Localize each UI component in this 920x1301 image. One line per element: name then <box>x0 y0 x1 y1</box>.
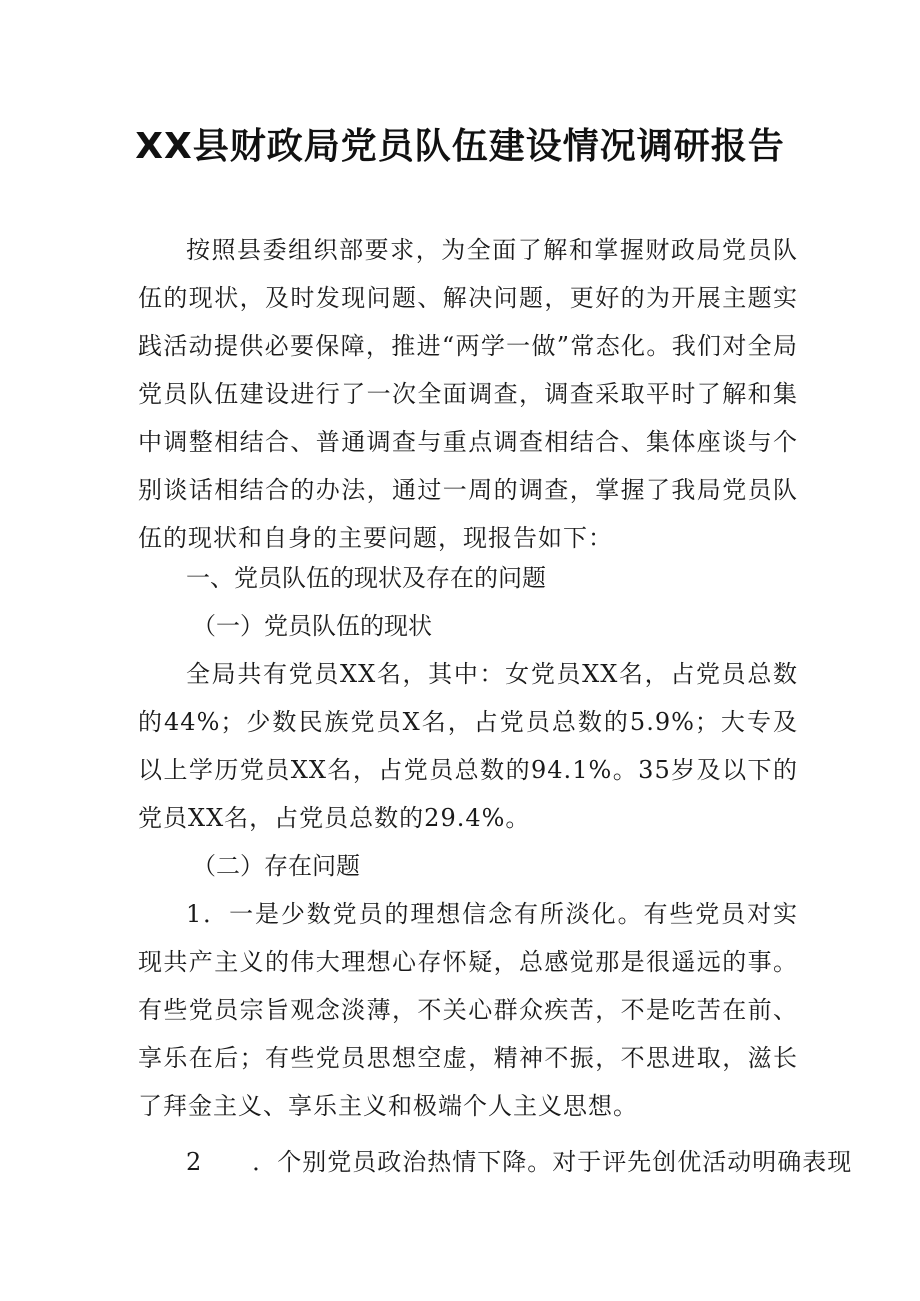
section-heading-1: 一、党员队伍的现状及存在的问题 <box>186 564 546 592</box>
intro-paragraph: 按照县委组织部要求，为全面了解和掌握财政局党员队伍的现状，及时发现问题、解决问题，更好的为开展主题实践活动提供必要保障，推进“两学一做”常态化。我们对全局党员队伍建设进行了一次全面调查，调查采取平时了解和集中调整相结合、普通调查与重点调查相结合、集体座谈与个别谈话相结合的办法，通过一周的调查，掌握了我局党员队伍的现状和自身的主要问题，现报告如下： <box>138 236 798 552</box>
issue-paragraph-1: 1．一是少数党员的理想信念有所淡化。有些党员对实现共产主义的伟大理想心存怀疑，总感觉那是很遥远的事。有些党员宗旨观念淡薄，不关心群众疾苦，不是吃苦在前、享乐在后；有些党员思想空虚，精神不振，不思进取，滋长了拜金主义、享乐主义和极端个人主义思想。 <box>138 900 798 1120</box>
document-title: XX县财政局党员队伍建设情况调研报告 <box>135 126 785 167</box>
subsection-heading-1: （一）党员队伍的现状 <box>192 612 432 640</box>
issue-paragraph-2: 2 ．个别党员政治热情下降。对于评先创优活动明确表现 <box>186 1148 853 1176</box>
status-paragraph: 全局共有党员XX名，其中：女党员XX名，占党员总数的44%；少数民族党员X名，占党员总数的5.9%；大专及以上学历党员XX名，占党员总数的94.1%。35岁及以下的党员XX名，占党员总数的29.4%。 <box>138 660 798 832</box>
subsection-heading-2: （二）存在问题 <box>192 852 360 880</box>
